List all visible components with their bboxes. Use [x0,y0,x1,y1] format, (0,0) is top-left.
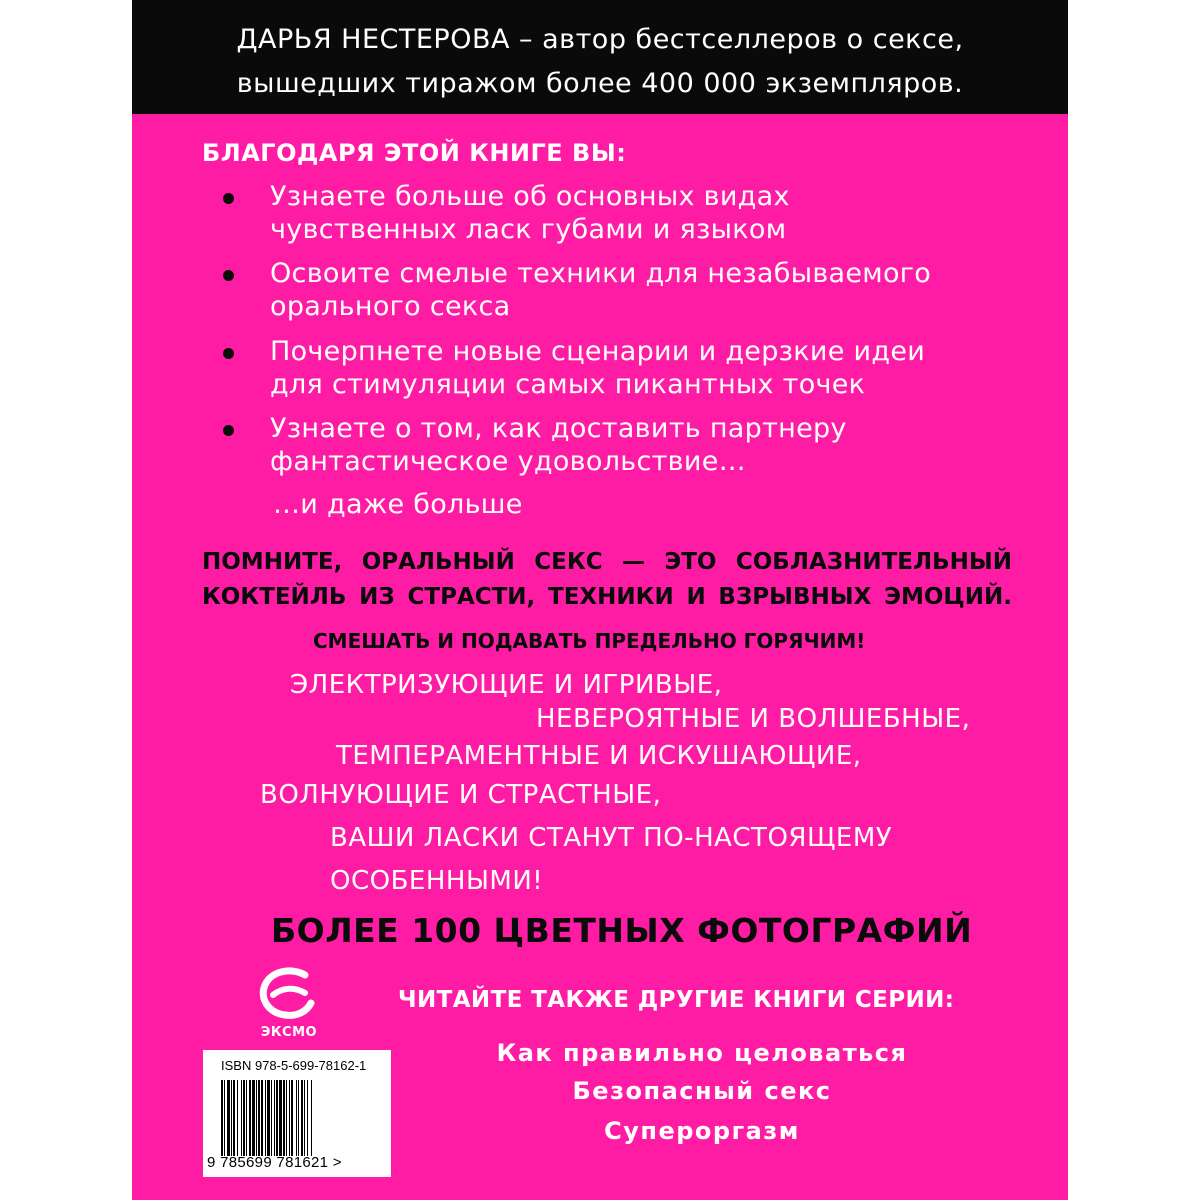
eksmo-logo-icon [243,965,335,1025]
isbn-barcode-block [203,1050,391,1177]
remember-word: ПОМНИТЕ, [202,549,343,575]
benefit-item-1-line-2: чувственных ласк губами и языком [270,214,787,245]
adjective-line-4: ВОЛНУЮЩИЕ И СТРАСТНЫЕ, [260,780,662,810]
series-book-2: Безопасный секс [572,1077,832,1105]
remember-line-1 [202,549,1012,575]
remember-word: КОКТЕЙЛЬ [202,584,347,610]
bullet-icon [223,193,234,204]
benefits-heading: БЛАГОДАРЯ ЭТОЙ КНИГЕ ВЫ: [202,139,627,167]
remember-line-2 [202,584,1012,610]
benefit-item-3-line-2: для стимуляции самых пикантных точек [270,369,866,400]
remember-word: ОРАЛЬНЫЙ [361,549,515,575]
adjective-line-1: ЭЛЕКТРИЗУЮЩИЕ И ИГРИВЫЕ, [290,670,723,700]
mix-tagline: СМЕШАТЬ И ПОДАВАТЬ ПРЕДЕЛЬНО ГОРЯЧИМ! [313,629,866,653]
remember-word: ИЗ [359,584,395,610]
benefit-item-2-line-2: орального секса [270,291,511,322]
remember-word: СОБЛАЗНИТЕЛЬНЫЙ [735,549,1012,575]
author-banner-line-2: вышедших тиражом более 400 000 экземпляров. [236,68,964,99]
bullet-icon [223,348,234,359]
author-banner [132,0,1068,114]
series-heading: ЧИТАЙТЕ ТАКЖЕ ДРУГИЕ КНИГИ СЕРИИ: [398,987,955,1013]
series-book-1: Как правильно целоваться [496,1039,908,1067]
benefits-more: …и даже больше [273,489,523,520]
barcode-image [221,1080,379,1156]
adjective-line-5: ВАШИ ЛАСКИ СТАНУТ ПО-НАСТОЯЩЕМУ [330,823,893,853]
remember-word: ЭМОЦИЙ. [884,584,1012,610]
remember-word: ВЗРЫВНЫХ [718,584,872,610]
benefit-item-1-line-1: Узнаете больше об основных видах [270,181,790,212]
adjective-line-6: ОСОБЕННЫМИ! [330,866,544,896]
remember-word: И [686,584,706,610]
isbn-digits: 9 785699 781621 > [207,1154,342,1171]
remember-word: ТЕХНИКИ [548,584,674,610]
benefit-item-4-line-1: Узнаете о том, как доставить партнеру [270,413,847,444]
adjective-line-2: НЕВЕРОЯТНЫЕ И ВОЛШЕБНЫЕ, [536,704,971,734]
publisher-name: ЭКСМО [260,1025,318,1040]
isbn-label: ISBN 978-5-699-78162-1 [221,1058,367,1073]
series-book-3: Супероргазм [604,1117,800,1145]
bullet-icon [223,425,234,436]
bullet-icon [223,270,234,281]
benefit-item-3-line-1: Почерпнете новые сценарии и дерзкие идеи [270,336,926,367]
remember-word: СТРАСТИ, [407,584,536,610]
remember-word: СЕКС [534,549,603,575]
remember-word: ЭТО [664,549,717,575]
photos-count-banner: БОЛЕЕ 100 ЦВЕТНЫХ ФОТОГРАФИЙ [271,911,973,950]
benefit-item-4-line-2: фантастическое удовольствие… [270,446,746,477]
benefit-item-2-line-1: Освоите смелые техники для незабываемого [270,258,932,289]
author-banner-line-1: ДАРЬЯ НЕСТЕРОВА – автор бестселлеров о сексе, [236,24,964,55]
remember-word: — [621,549,645,575]
adjective-line-3: ТЕМПЕРАМЕНТНЫЕ И ИСКУШАЮЩИЕ, [336,741,862,771]
publisher-logo [243,965,335,1049]
